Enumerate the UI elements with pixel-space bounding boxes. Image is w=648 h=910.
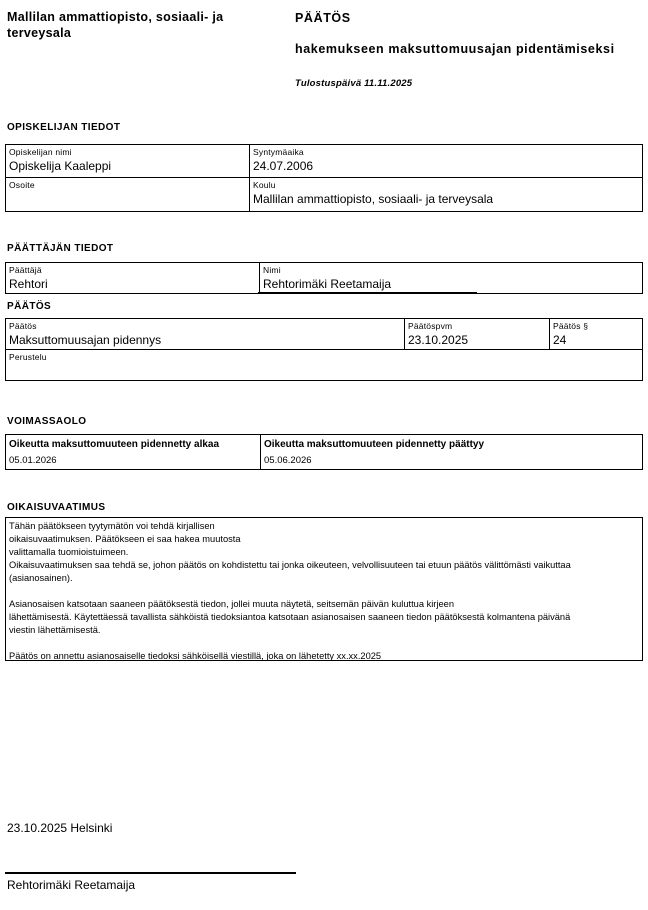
student-address-cell [6, 178, 249, 211]
table-row [6, 349, 642, 380]
appeal-text-line: viestin lähettämisestä. [9, 625, 101, 635]
decider-name-label: Nimi [263, 265, 281, 275]
student-address-label: Osoite [9, 180, 35, 190]
section-heading-validity: VOIMASSAOLO [7, 416, 87, 427]
decider-name-value: Rehtorimäki Reetamaija [263, 277, 392, 291]
student-birthdate-label: Syntymäaika [253, 147, 304, 157]
decision-paragraph-value: 24 [553, 333, 567, 347]
student-school-value: Mallilan ammattiopisto, sosiaali- ja terveysala [253, 192, 494, 206]
table-row [6, 145, 642, 177]
decider-name-underline [258, 292, 477, 294]
student-name-value: Opiskelija Kaaleppi [9, 159, 112, 173]
student-school-label: Koulu [253, 180, 276, 190]
section-heading-appeal: OIKAISUVAATIMUS [7, 502, 106, 513]
appeal-text-line: Tähän päätökseen tyytymätön voi tehdä kirjallisen [9, 521, 215, 531]
table-row [6, 263, 642, 293]
decision-date-label: Päätöspvm [408, 321, 453, 331]
decider-role-value: Rehtori [9, 277, 48, 291]
decision-date-value: 23.10.2025 [408, 333, 469, 347]
validity-start-value: 05.01.2026 [9, 455, 57, 466]
document-subtitle: hakemukseen maksuttomuusajan pidentämiseksi [295, 42, 615, 56]
section-heading-student: OPISKELIJAN TIEDOT [7, 122, 121, 133]
table-row [6, 177, 642, 211]
section-heading-decision: PÄÄTÖS [7, 301, 52, 312]
decision-value: Maksuttomuusajan pidennys [9, 333, 162, 347]
decision-justification-label: Perustelu [9, 352, 47, 362]
signature-name: Rehtorimäki Reetamaija [7, 878, 136, 892]
appeal-text-line [9, 637, 639, 650]
decision-paragraph-label: Päätös § [553, 321, 589, 331]
decision-justification-cell [6, 350, 642, 380]
validity-start-label: Oikeutta maksuttomuuteen pidennetty alkaa [9, 439, 220, 450]
appeal-text-line: lähettämisestä. Käytettäessä tavallista sähköistä tiedoksiantoa katsotaan asianosaisen saaneen tiedon päätöksestä kolmantena päivänä [9, 612, 571, 622]
decision-label: Päätös [9, 321, 37, 331]
appeal-instructions-box [5, 517, 643, 661]
appeal-text-line [9, 585, 639, 598]
student-school-cell [249, 178, 642, 211]
student-info-table [5, 144, 643, 212]
student-name-label: Opiskelijan nimi [9, 147, 72, 157]
appeal-text-line: (asianosainen). [9, 573, 73, 583]
organization-name-line1: Mallilan ammattiopisto, sosiaali- ja [7, 10, 224, 24]
signature-line [5, 872, 296, 874]
appeal-text-line: valittamalla tuomioistuimeen. [9, 547, 129, 557]
print-date: Tulostuspäivä 11.11.2025 [295, 78, 413, 89]
validity-start-cell [6, 435, 260, 469]
validity-end-label: Oikeutta maksuttomuuteen pidennetty päättyy [264, 439, 485, 450]
appeal-text-line: Asianosaisen katsotaan saaneen päätöksestä tiedon, jollei muuta näytetä, seitsemän päivän kuluttua kirjeen [9, 599, 454, 609]
student-birthdate-cell [249, 145, 642, 177]
appeal-text-line: oikaisuvaatimuksen. Päätökseen ei saa hakea muutosta [9, 534, 241, 544]
decision-date-cell [404, 319, 549, 349]
decider-role-label: Päättäjä [9, 265, 42, 275]
appeal-text-line: Päätös on annettu asianosaiselle tiedoksi sähköisellä viestillä, joka on lähetetty xx.xx.2025 [9, 651, 382, 661]
decider-info-table [5, 262, 643, 294]
organization-name-line2: terveysala [7, 25, 72, 40]
organization-name [7, 10, 307, 41]
section-heading-decider: PÄÄTTÄJÄN TIEDOT [7, 243, 114, 254]
document-type-title: PÄÄTÖS [295, 11, 351, 25]
validity-end-cell [260, 435, 642, 469]
validity-end-value: 05.06.2026 [264, 455, 312, 466]
decision-paragraph-cell [549, 319, 642, 349]
table-row [6, 319, 642, 349]
decider-role-cell [6, 263, 259, 293]
decision-table [5, 318, 643, 381]
decider-name-cell [259, 263, 642, 293]
appeal-text-line: Oikaisuvaatimuksen saa tehdä se, johon päätös on kohdistettu tai jonka oikeuteen, velvollisuuteen tai etuun päätös välittömästi vaikuttaa [9, 560, 571, 570]
decision-cell [6, 319, 404, 349]
student-birthdate-value: 24.07.2006 [253, 159, 314, 173]
student-name-cell [6, 145, 249, 177]
validity-table [5, 434, 643, 470]
table-row [6, 435, 642, 469]
footer-date-place: 23.10.2025 Helsinki [7, 821, 113, 835]
